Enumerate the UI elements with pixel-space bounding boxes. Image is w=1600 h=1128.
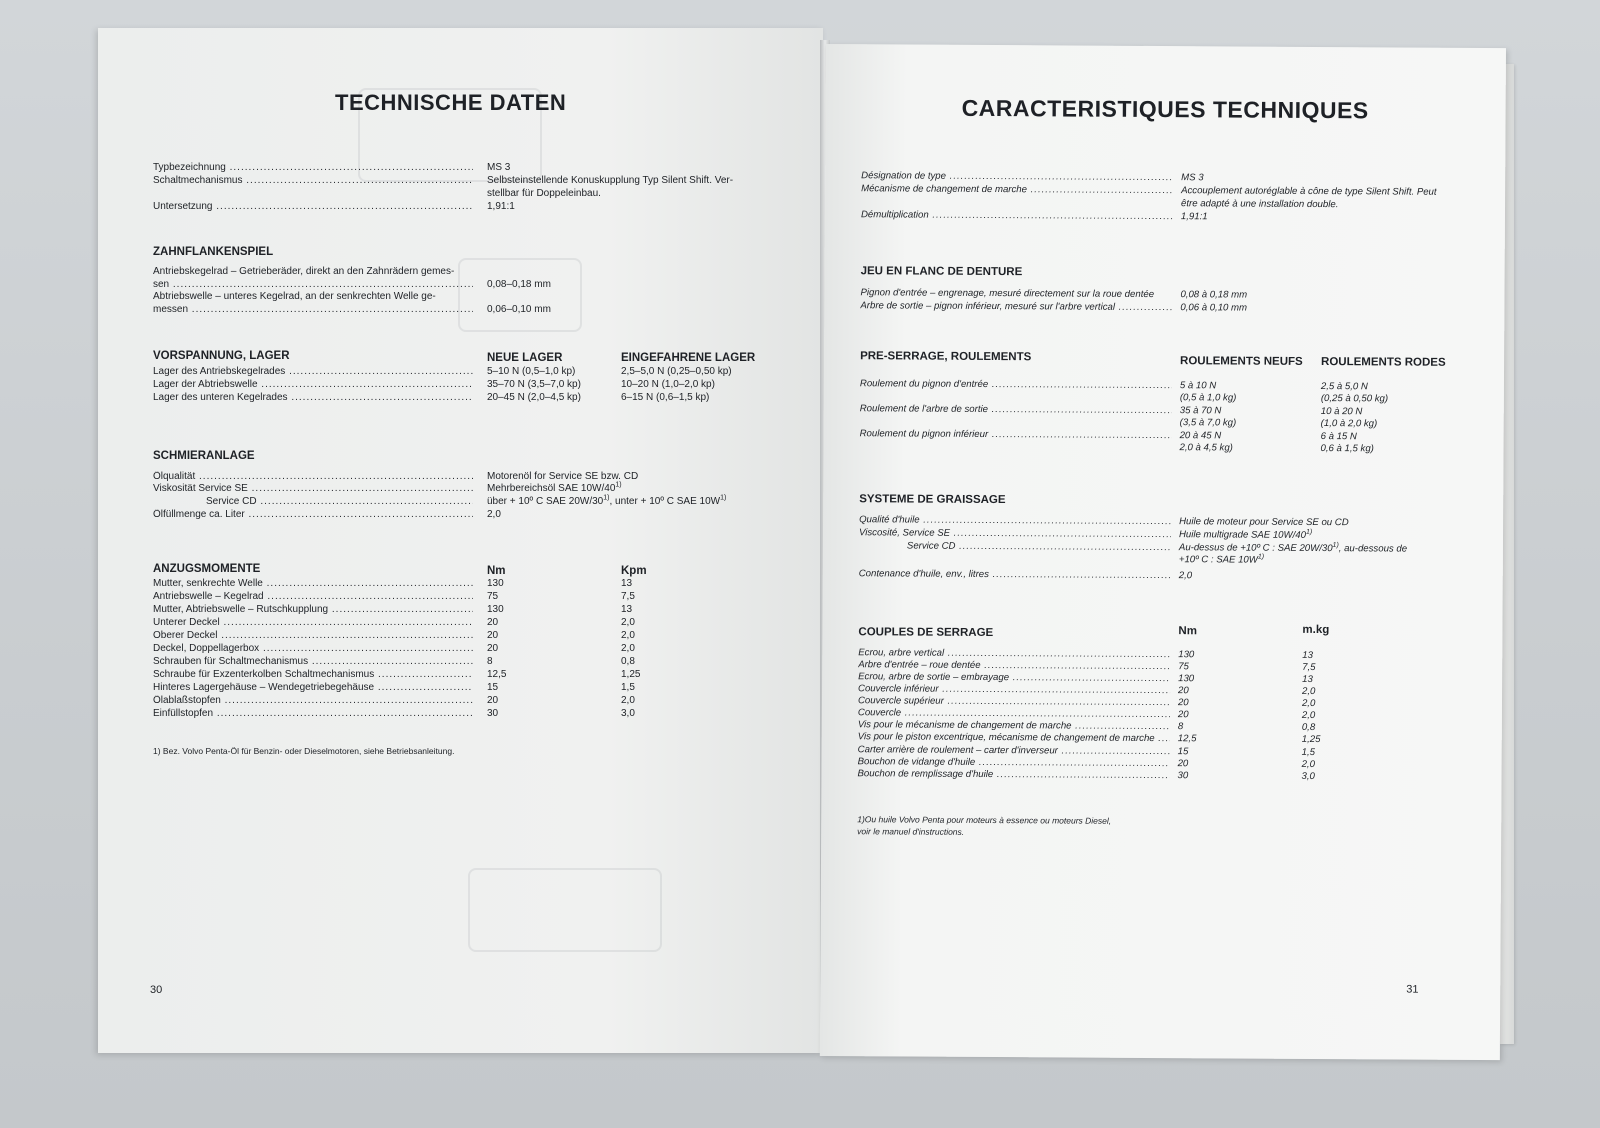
spec-value-cont: stellbar für Doppeleinbau. xyxy=(487,188,601,199)
lubrication-row: Service CD ..... Au-dessus de +10º C : SAE 20W/30$^{1)}$, au-dessous de xyxy=(859,540,1479,544)
preload-row-cont: (3,5 à 7,0 kg) (1,0 à 2,0 kg) xyxy=(1179,417,1378,430)
torque-row: Ecrou, arbre vertical ..... 130 13 xyxy=(858,647,1418,650)
lubrication-row: Viscosité, Service SE ..... Huile multigrade SAE 10W/40$^{1)}$ xyxy=(859,527,1479,531)
show-through-shape xyxy=(468,868,662,952)
section-heading-preload: PRE-SERRAGE, ROULEMENTS xyxy=(860,350,1032,364)
backlash-row: Arbre de sortie – pignon inférieur, mesuré sur l'arbre vertical ..... 0,06 à 0,10 mm xyxy=(860,300,1420,303)
backlash-row: Pignon d'entrée – engrenage, mesuré directement sur la roue dentée 0,08 à 0,18 mm xyxy=(860,287,1248,301)
torque-row: Couvercle inférieur ..... 20 2,0 xyxy=(858,683,1418,686)
show-through-shape xyxy=(458,258,582,332)
left-page: TECHNISCHE DATEN Typbezeichnung ..... MS 3 Schaltmechanismus ..... Selbsteinstellende Konuskupplung Typ Silent Shift. Ver- stellbar für Doppeleinbau. Untersetzung ..... 1,91:1 ZAHNFLANKENSPIEL Antriebskegelrad – Getrieberäder, direkt an den Zahnrädern gemes- sen ..... 0,08–0,18 mm Abtriebswelle – unteres Kegelrad, an der senkrechten Welle ge- messen ..... 0,06–0,10 mm VORSPANNUNG, LAGER NEUE LAGER EINGEFAHRENE LAGER Lager des Antriebskegelrades ..... 5–10 N (0,5–1,0 kp) 2,5–5,0 N (0,25–0,50 kp) Lager der Abtriebswelle ..... 35–70 N (3,5–7,0 kp) 10–20 N (1,0–2,0 kp) Lager des unteren Kegelrades ..... 20–45 N (2,0–4,5 kp) 6–15 N (0,6–1,5 kp) SCHMIERANLAGE Ölqualität ..... Motorenöl for Service SE bzw. CD Viskosität Service SE ..... Mehrbereichsöl SAE 10W/40$^{1)}$ Service CD ..... über + 10º C SAE 20W/30$^{1)}$, unter + 10º C SAE $10W^{1)}$ Ölfüllmenge ca. Liter ..... 2,0 ANZUGSMOMENTE Nm Kpm Mutter, senkrechte Welle ..... 130 13 Antriebswelle – Kegelrad ..... 75 7,5 Mutter, Abtriebswelle – Rutschkupplung ..... 130 13 Unterer Deckel ..... 20 2,0 Oberer Deckel ..... 20 2,0 Deckel, Doppellagerbox ..... 20 2,0 Schrauben für Schaltmechanismus ..... 8 0,8 Schraube für Exzenterkolben Schaltmechanismus ..... 12,5 1,25 Hinteres Lagergehäuse – Wendegetriebegehäuse ..... 15 1,5 Ölablaßstopfen ..... 20 2,0 Einfüllstopfen ..... 30 3,0 1) Bez. Volvo Penta-Öl für Benzin- oder Dieselmotoren, siehe Betriebsanleitung. 30 xyxy=(98,28,823,1053)
section-heading-preload: VORSPANNUNG, LAGER xyxy=(153,350,290,362)
lubrication-row: Qualité d'huile ..... Huile de moteur pour Service SE ou CD xyxy=(859,514,1479,518)
col-head-mkg: m.kg xyxy=(1302,623,1330,637)
preload-row: Roulement du pignon inférieur ..... 20 à 45 N 6 à 15 N xyxy=(860,428,1480,432)
section-heading-backlash: ZAHNFLANKENSPIEL xyxy=(153,246,274,258)
col-head-used-bearings: EINGEFAHRENE LAGER xyxy=(621,352,756,364)
col-head-new-bearings: NEUE LAGER xyxy=(487,352,563,364)
preload-row: Roulement de l'arbre de sortie ..... 35 à 70 N 10 à 20 N xyxy=(860,403,1480,407)
preload-row-cont: (0,5 à 1,0 kg) (0,25 à 0,50 kg) xyxy=(1179,392,1389,405)
col-head-nm: Nm xyxy=(487,565,506,577)
torque-row: Bouchon de remplissage d'huile ..... 30 3,0 xyxy=(858,768,1418,771)
section-heading-lubrication: SYSTEME DE GRAISSAGE xyxy=(859,493,1006,507)
footnote: 1) Bez. Volvo Penta-Öl für Benzin- oder Dieselmotoren, siehe Betriebsanleitung. xyxy=(153,746,455,756)
backlash-label-line: Abtriebswelle – unteres Kegelrad, an der senkrechten Welle ge- xyxy=(153,291,436,302)
spec-row-type: Désignation de type ..... MS 3 xyxy=(861,170,1421,173)
backlash-label-line: Antriebskegelrad – Getrieberäder, direkt an den Zahnrädern gemes- xyxy=(153,266,455,277)
page-title: TECHNISCHE DATEN xyxy=(335,90,567,115)
torque-row: Bouchon de vidange d'huile ..... 20 2,0 xyxy=(858,756,1418,759)
lubrication-row: Contenance d'huile, env., litres ..... 2,0 xyxy=(859,568,1479,572)
page-number: 31 xyxy=(1406,983,1419,996)
page-title: CARACTERISTIQUES TECHNIQUES xyxy=(961,94,1369,124)
preload-row-cont: 2,0 à 4,5 kg) 0,6 à 1,5 kg) xyxy=(1179,442,1374,455)
footnote-line: voir le manuel d'instructions. xyxy=(857,826,965,837)
spec-value-cont: être adapté à une installation double. xyxy=(1180,198,1339,211)
section-heading-lubrication: SCHMIERANLAGE xyxy=(153,450,255,462)
torque-row: Couvercle supérieur ..... 20 2,0 xyxy=(858,695,1418,698)
page-number: 30 xyxy=(150,984,163,996)
spec-row-ratio: Démultiplication ..... 1,91:1 xyxy=(861,209,1421,212)
footnote-line: 1)Ou huile Volvo Penta pour moteurs à essence ou moteurs Diesel, xyxy=(857,814,1112,826)
col-head-nm: Nm xyxy=(1178,625,1197,638)
section-heading-backlash: JEU EN FLANC DE DENTURE xyxy=(860,265,1023,279)
preload-row: Roulement du pignon d'entrée ..... 5 à 10 N 2,5 à 5,0 N xyxy=(860,378,1480,382)
torque-row: Couvercle ..... 20 2,0 xyxy=(858,707,1418,710)
col-head-new-bearings: ROULEMENTS NEUFS xyxy=(1180,355,1303,368)
section-heading-torque: COUPLES DE SERRAGE xyxy=(858,626,994,640)
torque-row: Arbre d'entrée – roue dentée ..... 75 7,5 xyxy=(858,659,1418,662)
right-page xyxy=(820,44,1506,1060)
torque-row: Carter arrière de roulement – carter d'inverseur ..... 15 1,5 xyxy=(858,744,1418,747)
lubrication-value-cont: +10º C : SAE $10W^{1)}$ xyxy=(1178,553,1265,566)
torque-row: Vis pour le piston excentrique, mécanisme de changement de marche ..... 12,5 1,25 xyxy=(858,731,1418,734)
section-heading-torque: ANZUGSMOMENTE xyxy=(153,563,261,575)
spec-row-shift: Mécanisme de changement de marche ..... Accouplement autoréglable à cône de type Silent Shift. Peut xyxy=(861,183,1441,187)
col-head-kpm: Kpm xyxy=(621,565,647,577)
torque-row: Ecrou, arbre de sortie – embrayage ..... 130 13 xyxy=(858,671,1418,674)
torque-row: Vis pour le mécanisme de changement de marche ..... 8 0,8 xyxy=(858,719,1418,722)
col-head-used-bearings: ROULEMENTS RODES xyxy=(1321,356,1446,369)
